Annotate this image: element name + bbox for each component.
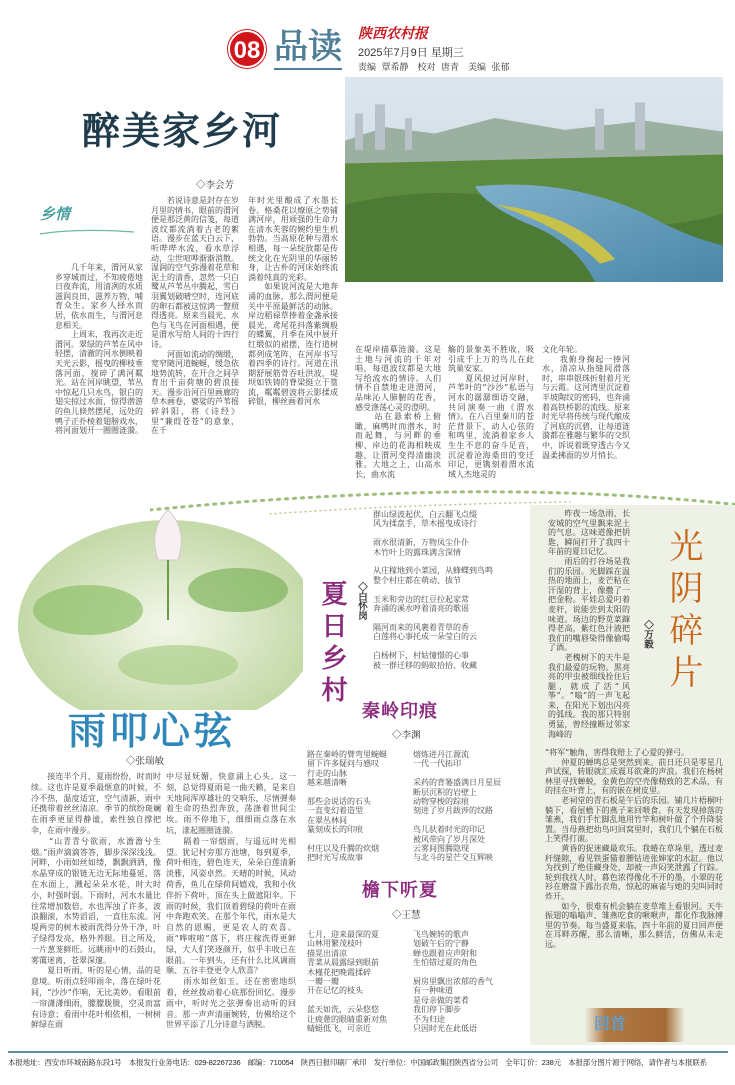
poem-column: 熔炼进丹江源流 一代一代拓印 采药的背篓盛满日月星辰 断层沉积的岩壁上 动物穿梭的踪痕 刻进了岁月跋涉的纹路 鸟儿驮着时光的印记 被风带向了岁月深处 云雾间图腾隐现 与北斗的星芒交互辉映	[413, 750, 501, 863]
rain-article-title: 雨叩心弦	[68, 708, 237, 753]
badge-label: 回首	[594, 1014, 627, 1033]
poem-title: 夏日乡村	[317, 580, 347, 708]
article-column: “将军”触角，害得我赔上了心爱的弹弓。 仲夏的蝉鸣总是突然到来。前日还只是零星几声试探，转眼就汇成震耳欲聋的声浪。我们在杨树林里寻找蝉蜕，金黄色的空壳像精致的艺术品，有的挂在叶背上，有的嵌在树皮里。 老祠堂的青石板是午后的乐园。铺几片梧桐叶躺下，看屋檐下的燕子来回喂食。有天发现掉落的雏燕，我们手忙脚乱地用竹竿和树叶做了个升降装置。当母燕把幼鸟叼回窝里时，我们几个躺在石板上笑得打滚。 黄昏的捉迷藏最欢乐。我蜷在草垛里，透过麦秆缝隙，看见铁蛋猫着腰钻进张婶家的水缸。他以为找到了绝佳藏身处，却被一声闷笑泄露了行踪。轮到我找人时，暮色浓得像化不开的墨，小翠的花衫在磨盘下露出衣角，惊起的麻雀与她的尖叫同时炸开。 如今，很难有机会躺在麦草堆上看银河。天牛振翅的嗡嗡声、雏燕吃食的啾啾声，都化作我脉搏里的节奏。每当盛夏来临，四十年前的夏日回声便在耳畔苏醒，那么清晰，那么鲜活，仿佛从未走远。	[545, 748, 723, 949]
article-column: 接连半个月，夏雨纷纷，时而时续。这也许是夏季最惬意的时候，不冷不热，温度适宜，空气清新，雨中还携带着丝丝清凉。季节的缤纷斑斓在雨季更显得静谧，索性独自撑把伞，在雨中漫步。 “山青青兮欲雨，水澹澹兮生烟。”雨声滴滴答答，脚步深深浅浅。河畔，小雨如丝如缕，飘飘洒洒，像水晶穿成的银链无边无际地蔓延，落在水面上，溅起朵朵水花，时大时小，时强时弱。下雨时，河水水量比往常增加数倍，水也浑浊了许多，波浪翻滚，水势滔滔，一直往东流。河堤两旁的树木被雨洗得分外干净，叶子绿得发亮，格外养眼。目之所及，一片葱茏鲜旺。远眺雨中的石鼓山，雾霭迷离，苍翠深邃。 夏日听雨，听的是心情，品的是意境。听雨点轻叩雨伞，落在绿叶花间，“沙沙”作响，无比美妙。看眼前一帘潇潇细雨，朦朦胧胧，空灵而富有诗意；看雨中花叶相依相，一树树鲜绿在雨	[31, 772, 161, 1030]
poem-author: ◇白怀岗	[356, 582, 367, 620]
article-column: 昨夜一场急雨，长安城的空气里飘来泥土的气息。这味道像把钥匙，瞬间打开了我四十年前的夏日记忆。 雨后的打谷场是我们的乐园。光脚踩在温热的地面上，麦芒粘在汗湿的背上，像撒了一把金粉。平娃总爱叼着麦秆，说能尝到太阳的味道。场边的野苋菜蹿得老高，紫红色汁液把我们的嘴唇染得像偷喝了酒。 老槐树下的天牛是我们最爱的玩物。黑亮亮的甲虫被细线拴住后腿，就成了活“风筝”。“嗡”的一声飞起来，在阳光下划出闪亮的弧线。我的那只特别勇猛，曾经撞断过邻家海峰的	[548, 509, 630, 739]
right-article-author: ◇万毅	[642, 620, 653, 649]
article-column: 中尽显妩媚，快意涌上心头。这一刻，总觉得夏雨是一曲天籁，是来自天地间浑厚雄壮的交响乐，尽情弹奏着生命的热烈奔放，荡涤着世间尘埃。雨不停地下，细细雨点落在水坑，漾起圈圈涟漪。 隔着一帘烟雨，与遥远时光相望。犹记村旁那方池塘，每到夏季，荷叶相连，碧色连天，朵朵白莲清新淡雅，风姿卓然。天晴的时候，风动荷香，鱼儿在绿荷间嬉戏，我和小伙伴折下荷叶，顶在头上做遮阳伞。下雨的时候，我们顶着碧绿的荷叶在雨中奔跑欢笑。在那个年代，雨水是大自然的恩赐，更是农人的欢喜。雨“哗啦啦”落下，将庄稼洗得更鲜绿，大人们笑逐颜开，似乎丰收已在眼前。一年到头，还有什么比风调雨顺、五谷丰登更令人欣喜？ 雨水如丝如玉，还在密密地织着，丝丝拨动着心底那份回忆。漫步雨中，听时光之弦弹奏出动听的回音。那一声声清丽婉转，仿佛给这个世界平添了几分诗意与洒脱。	[166, 772, 296, 1030]
newspaper-logo: 陕西农村报	[358, 26, 428, 42]
article-column: 年时光里酿成了水墨长卷。格桑花以燎原之势铺满河岸，用顽强的生命力在清水芙蓉的婉约里生机勃勃。当高原花种与渭水相遇，每一朵绽放都是传统文化在光阴里的华丽转身，让古朴的河床始终流淌着纯真的光彩。 如果说河流是大地奔涌的血脉，那么渭河便是关中平原最鲜活的动脉。岸边稻禄草捧着金盏承接晨光，鸢尾花抖落紫绸般的蝶翼，月季在风中展开红缎似的裙摆，连行道树都列成笔阵，在河岸书写着四季的诗行。河道在汛期舒展筋骨吞吐洪波，堤坝如铁铸的脊梁挺立于篁流，粼粼碧波将云影揉成碎银，柳丝画着河水	[248, 196, 338, 407]
right-article-title: 光阴碎片	[663, 528, 703, 696]
footer-rule	[8, 1051, 728, 1053]
poem-title: 檐下听夏	[362, 880, 438, 901]
rain-article-author: ◇张瑞敏	[126, 756, 165, 767]
poem-text: 群山绿波起伏，白云翻飞点缀 风为揉盘手，草木摇曳成诗行 雨水很清新，万物凤尘仆仆 木竹叶上的露珠满含深情 从庄稼地到小菜园，从蜂蝶到鸟鸣 整个村庄都在萌动、拔节 玉米和旁边的红豆拉起家常 奔涌的溪水哼着清亮的歌谣 隔河而来的风裹着青草的香 白莲将心事托成一朵莹白的云 白杨树下，村姑憧憬的心事 被一群迁移的蚂蚁拾拾、收藏	[373, 510, 493, 670]
article-column: 若说诗意是封存在岁月里的情书，眼前的渭河便是那泛黄的信笺，每道波纹都流淌着古老的絮语。漫步在蓝天白云下，听哔哔水流，看水草浮动，尘世喧哗渐渐消散。湿润的空气弥漫着花草和泥土的清香，忽然一只白鹭从芦苇丛中腾起，雪白羽翼划破晴空时，连河底的卵石都被这惊鸿一瞥照得透亮。原来当晨光、水色与飞鸟在河面相遇，便是渭水写给人间的十四行诗。 河面如流动的绸缎，宽窄随河道蜿蜒，缓急依地势流转，在开合之间孕育出千亩荷塘的碧浪接天。漫步沿河百里画廊的草木画卷，婆娑的芦苇摇碎斜阳，将《诗经》里“蒹葭苍苍”的意象，在千	[151, 196, 239, 436]
page-number: 08	[228, 30, 266, 68]
tag-underline-decoration	[38, 226, 138, 240]
section-title: 品读	[274, 26, 342, 70]
article-column: 文化年轮。 我俯身掬起一捧河水，清凉从指缝间滑落时，串串银珠折射着月光与云霞。这河湾里沉淀着半坡陶纹的密码，也奔涌着高铁桥影的流线。原来时光早将传统与现代酿成了河底的沉碧，让每道涟漪都在雅趣与繁华的交织中，诉说着既穿透古今又温柔拂面的岁月悄长。	[542, 345, 630, 460]
lotus-illustration	[18, 500, 303, 710]
article-column: 在堤岸描摹涟漪。这是土地与河流的千年对唱，每道波纹都是大地写给流水的情诗。人们情不自禁地走进渭河，品味沁人肺腑的花香，感受涤荡心灵的澄明。 站在悬索桥上俯瞰，麻鸭时而潜水，时而起舞，与河畔的垂柳、岸边的花海相映成趣，让渭河变得清幽淡雅。大地之上，山高水长，曲水流	[355, 345, 441, 479]
editors-line: 责编 覃希静 校对 唐青 美编 张郁	[358, 62, 510, 72]
issue-date: 2025年7月9日 星期三	[358, 47, 464, 59]
article-column: 觞的景象美不胜收，吸引成千上万的鸟儿在此筑巢安家。 夏风掠过河岸时，芦苇叶的“沙沙”私语与河水的潺潺细语交融，共同演奏一曲《渭水情》。在八百里秦川的苍茫背景下，动人心弦的和鸣里，流淌着家乡人生生不息的奋斗足音，沉淀着沧海桑田的变迁印记，更镌刻着渭水流域人杰地灵的	[448, 345, 534, 479]
article-column: 几千年来，渭河从家乡穿城而过，不知疲倦地日夜奔流，用清冽的水质滋润良田，滋养万物，哺育众生。家乡人择水而居，依水而生，与渭河息息相关。 上周末，我再次走近渭河。翠绿的芦苇在风中轻摆，清澈的河水倒映着天光云影，摇曳的柳枝垂落河面，搅碎了满河粼光。站在河岸眺望，苇丛中惊起几只水鸟，银白的翅尖掠过水面，惊得潜游的鱼儿倏然摆尾，远处的鸭子正扑棱着翅膀戏水，将河面划开一圈圈涟漪。	[55, 263, 143, 436]
river-photo	[345, 77, 723, 282]
poem-author: ◇王慧	[392, 910, 421, 921]
poem-column: 七月，迎来最深的夏 山林用繁茂枝叶 描晃出清凉 青菜从晨露绿到眼前 木槿花把晚霞揉碎 一瓣一瓣 开在记忆的枝头 蓝天如洗，云朵悠悠 让疲惫的眼睛重新对焦 蜻蜓低飞，可亲近	[307, 930, 387, 1034]
poem-author: ◇李渊	[392, 730, 421, 741]
tag-label: 乡情	[40, 205, 71, 223]
poem-title: 秦岭印痕	[362, 701, 438, 722]
poem-column: 飞鸟婉转的歌声 划破午后的宁静 蝉也跟着应声附和 生怕错过夏的角色 厨房里飘出浓郁的香气 有一种味道 是母亲做的菜肴 我们停下脚步 不为归途 只因时光在此低语	[413, 930, 493, 1034]
poem-column: 路在秦岭的臂弯里蜿蜒 留下许多疑问与感叹 行走的山脉 越来越清晰 那些会说话的石头 一直变幻着造型 在翠丛林间 篆刻成长的印痕 村庄以及升腾的炊烟 把时光写成故事	[307, 750, 387, 863]
article-author: ◇李会芳	[196, 180, 235, 191]
article-title: 醉美家乡河	[82, 108, 283, 153]
footer-info: 本报地址：西安市环城南路东段1号 本报发行业务电话：029-82267236 邮编：710054 陕西日报印刷厂承印 发行单位：中国邮政集团陕西省分公司 全年订价：238元 本报部分图片源于网络，请作者与本报联系	[8, 1058, 707, 1067]
